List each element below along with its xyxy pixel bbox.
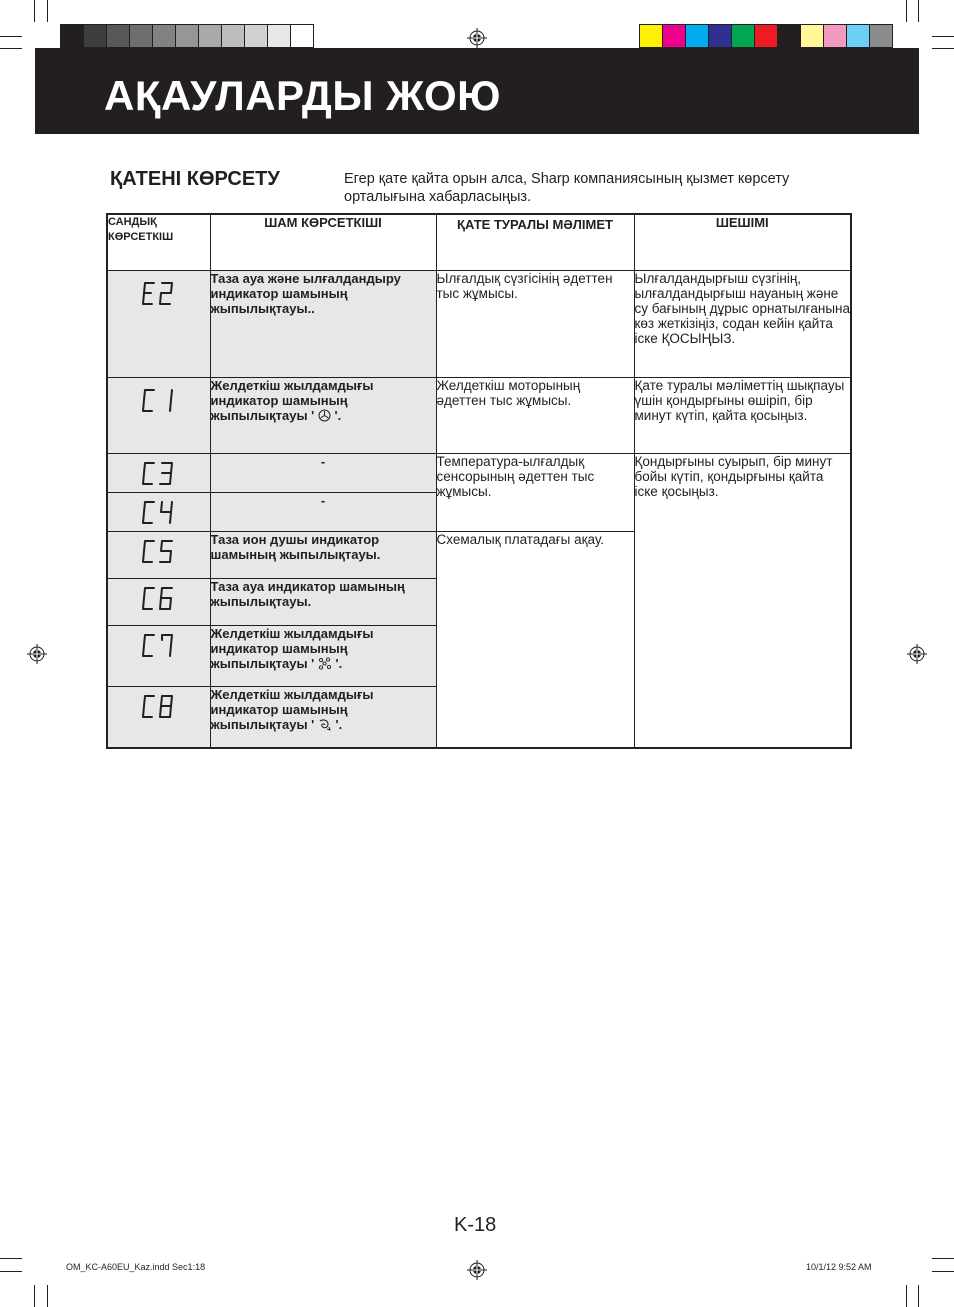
crop-mark [47,0,48,22]
color-swatch [244,24,268,48]
info-cell: Температура-ылғалдық сенсорының әдеттен тыс жұмысы. [436,454,634,532]
error-code-table [106,213,852,749]
header-solution: ШЕШІМІ [634,214,851,271]
crop-mark [918,1285,919,1307]
table-row [107,378,851,454]
color-swatch [800,24,824,48]
lcd-code-c6 [141,586,177,612]
lamp-cell: - [210,493,436,532]
crop-mark [918,0,919,22]
solution-cell: Ылғалдандырғыш сүзгінің, ылғалдандырғыш науаның және су бағының дұрыс орнатылғанына көз жеткізіңіз, содан кейін қайта іске ҚОСЫҢЫЗ. [634,271,851,378]
lamp-cell: Таза ауа және ылғалдандыру индикатор шамының жыпылықтауы.. [210,271,436,378]
color-swatch [869,24,893,48]
crop-mark [906,0,907,22]
crop-mark [0,48,22,49]
color-swatch [221,24,245,48]
color-swatch [846,24,870,48]
color-swatch [731,24,755,48]
fan-icon [318,409,331,422]
code-cell-c1 [107,378,210,454]
lamp-text: Желдеткіш жылдамдығы индикатор шамының жыпылықтауы ' [210,687,374,732]
lamp-text: Желдеткіш жылдамдығы индикатор шамының жыпылықтауы ' [210,378,374,423]
color-swatch [106,24,130,48]
color-swatch [754,24,778,48]
lcd-code-c7 [141,633,177,659]
color-swatch [290,24,314,48]
footer-file-info: OM_KC-A60EU_Kaz.indd Sec1:18 [66,1262,206,1272]
color-swatch [129,24,153,48]
solution-cell: Қондырғыны суырып, бір минут бойы күтіп, қондырғыны қайта іске қосыңыз. [634,454,851,748]
crop-mark [47,1285,48,1307]
lamp-cell [210,687,436,748]
lamp-text-end: '. [334,408,342,423]
process-color-bar [639,24,892,48]
header-error-info: ҚАТЕ ТУРАЛЫ МӘЛІМЕТ [436,214,634,271]
color-swatch [777,24,801,48]
crop-mark [34,1285,35,1307]
info-cell: Ылғалдық сүзгісінің әдеттен тыс жұмысы. [436,271,634,378]
crop-mark [932,48,954,49]
color-swatch [198,24,222,48]
lamp-text-end: '. [335,717,343,732]
code-cell-c6 [107,579,210,626]
grayscale-color-bar [60,24,313,48]
code-cell-c7 [107,626,210,687]
header-digital-display: САНДЫҚ КӨРСЕТКІШ [107,214,210,271]
registration-mark-icon [907,644,927,664]
lcd-code-c8 [141,694,177,720]
registration-mark-icon [467,1260,487,1280]
lamp-cell: Таза ион душы индикатор шамының жыпылықтауы. [210,532,436,579]
intro-text: Егер қате қайта орын алса, Sharp компаниясының қызмет көрсету орталығына хабарласыңыз. [344,171,790,205]
crop-mark [932,36,954,37]
page-title: АҚАУЛАРДЫ ЖОЮ [104,72,501,119]
info-cell: Желдеткіш моторының әдеттен тыс жұмысы. [436,378,634,454]
color-swatch [152,24,176,48]
lamp-cell: Таза ауа индикатор шамының жыпылықтауы. [210,579,436,626]
info-cell: Схемалық платадағы ақау. [436,532,634,748]
crop-mark [0,1258,22,1259]
header-lamp-indicator: ШАМ КӨРСЕТКІШІ [210,214,436,271]
code-cell-c5 [107,532,210,579]
lcd-code-e2 [141,281,177,307]
table-header-row [107,214,851,271]
swirl-icon [318,718,332,731]
page-number: K-18 [454,1214,497,1236]
code-cell-e2 [107,271,210,378]
registration-mark-icon [467,28,487,48]
lcd-code-c1 [141,388,177,414]
table-row [107,271,851,378]
color-swatch [175,24,199,48]
color-swatch [639,24,663,48]
footer-date: 10/1/12 9:52 AM [806,1262,872,1272]
code-cell-c3 [107,454,210,493]
lcd-code-c4 [141,500,177,526]
color-swatch [662,24,686,48]
lamp-cell [210,378,436,454]
crop-mark [932,1271,954,1272]
color-swatch [83,24,107,48]
lamp-text-end: '. [335,656,343,671]
lcd-code-c5 [141,539,177,565]
pollen-icon [318,657,332,670]
code-cell-c4 [107,493,210,532]
crop-mark [0,36,22,37]
section-title: ҚАТЕНІ КӨРСЕТУ [110,168,280,190]
crop-mark [34,0,35,22]
lamp-cell: - [210,454,436,493]
lcd-code-c3 [141,461,177,487]
solution-cell: Қате туралы мәліметтің шықпауы үшін қондырғыны өшіріп, бір минут күтіп, қайта қосыңыз. [634,378,851,454]
color-swatch [685,24,709,48]
code-cell-c8 [107,687,210,748]
color-swatch [267,24,291,48]
lamp-cell [210,626,436,687]
crop-mark [932,1258,954,1259]
crop-mark [0,1271,22,1272]
color-swatch [708,24,732,48]
color-swatch [823,24,847,48]
registration-mark-icon [27,644,47,664]
table-row [107,454,851,493]
lamp-text: Желдеткіш жылдамдығы индикатор шамының жыпылықтауы ' [210,626,374,671]
color-swatch [60,24,84,48]
crop-mark [906,1285,907,1307]
